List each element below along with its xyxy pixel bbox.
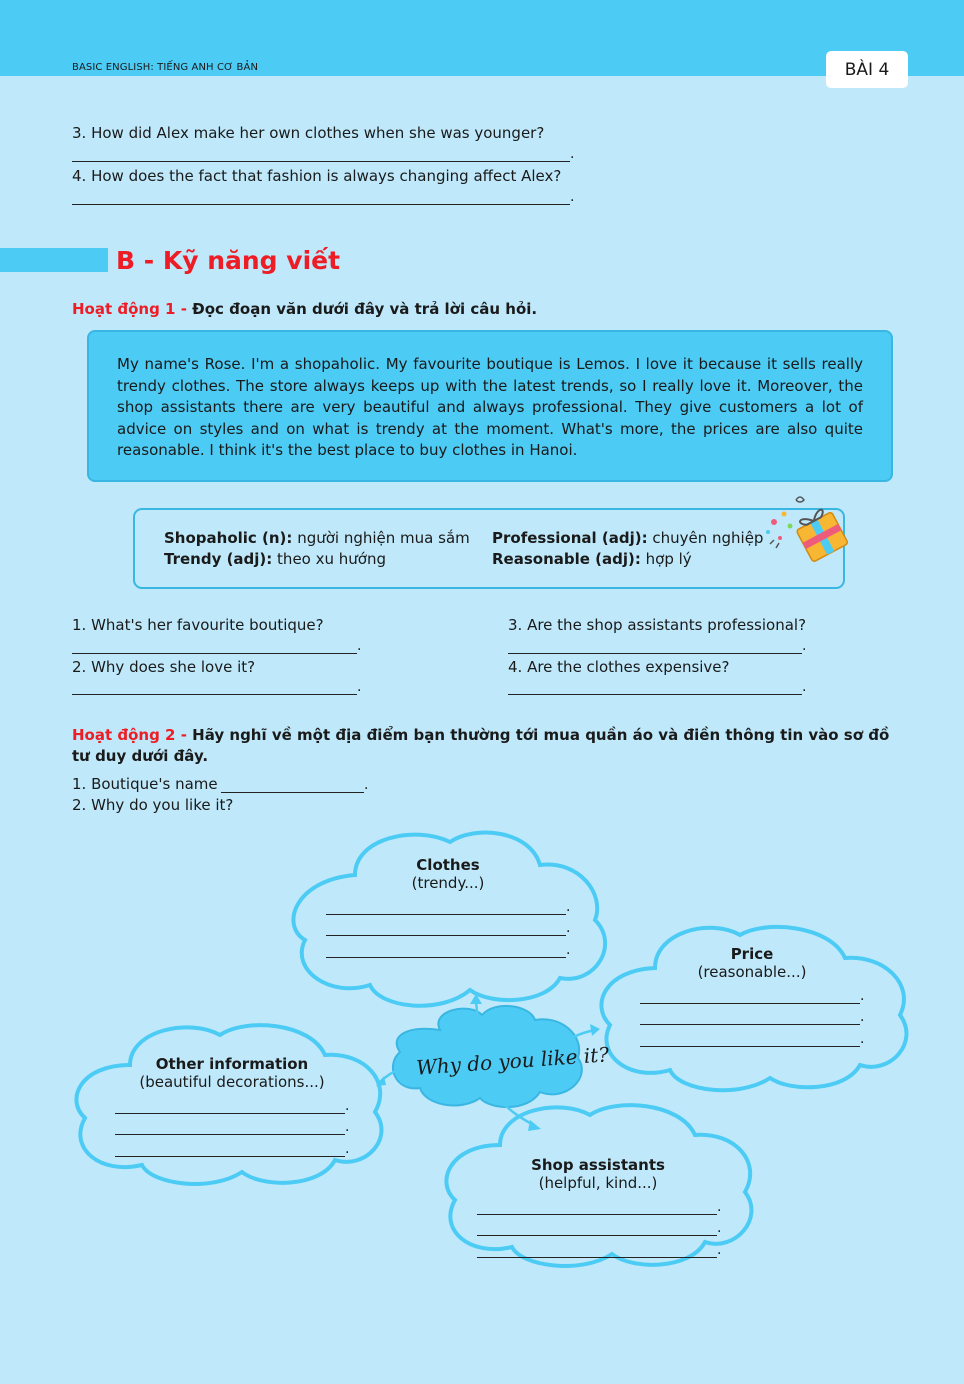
answer-line[interactable] bbox=[72, 694, 357, 695]
line-end: . bbox=[717, 1220, 722, 1236]
cloud-price-title: Price bbox=[730, 945, 774, 963]
answer-line[interactable] bbox=[477, 1235, 717, 1236]
activity-2-label: Hoạt động 2 - bbox=[72, 726, 193, 744]
answer-line[interactable] bbox=[72, 653, 357, 654]
cloud-other-title: Other information bbox=[155, 1055, 309, 1073]
arrowhead bbox=[590, 1024, 600, 1036]
answer-line[interactable] bbox=[115, 1113, 345, 1114]
answer-line[interactable] bbox=[508, 653, 802, 654]
cloud-shop-assistants-text bbox=[498, 1156, 698, 1192]
activity-2-instruction: Hãy nghĩ về một địa điểm bạn thường tới mua quần áo và điền thông tin vào sơ đồ tư duy dưới đây. bbox=[72, 726, 890, 765]
line-end: . bbox=[345, 1141, 350, 1157]
answer-line[interactable] bbox=[477, 1257, 717, 1258]
why-like-question: 2. Why do you like it? bbox=[72, 796, 234, 814]
activity-1-instruction: Đọc đoạn văn dưới đây và trả lời câu hỏi. bbox=[192, 300, 538, 318]
line-end: . bbox=[357, 679, 362, 695]
cloud-shop-assistants-title: Shop assistants bbox=[531, 1156, 665, 1174]
cloud-clothes-title: Clothes bbox=[416, 856, 480, 874]
line-end: . bbox=[566, 899, 571, 915]
answer-line[interactable] bbox=[640, 1046, 860, 1047]
cloud-price-text bbox=[652, 945, 852, 981]
line-end: . bbox=[717, 1199, 722, 1215]
question-1: 1. What's her favourite boutique? bbox=[72, 616, 324, 634]
question-4-prev: 4. How does the fact that fashion is always changing affect Alex? bbox=[72, 167, 562, 185]
reading-passage: My name's Rose. I'm a shopaholic. My favourite boutique is Lemos. I love it because it sells really trendy clothes. The store always keeps up with the latest trends, so I really love it. Moreover, the shop assistants there are very beautiful and always professional. They give customers a lot of advice on styles and on what is trendy at the moment. What's more, the prices are also quite reasonable. I think it's the best place to buy clothes in Hanoi. bbox=[117, 355, 863, 459]
answer-line[interactable] bbox=[326, 914, 566, 915]
cloud-other-shape bbox=[76, 1025, 381, 1184]
line-end: . bbox=[802, 679, 807, 695]
line-end: . bbox=[345, 1098, 350, 1114]
cloud-clothes-text bbox=[348, 856, 548, 892]
vocab-item: Reasonable (adj): hợp lý bbox=[492, 550, 692, 568]
line-end: . bbox=[566, 920, 571, 936]
line-end: . bbox=[357, 638, 362, 654]
line-end: . bbox=[802, 638, 807, 654]
vocab-item: Trendy (adj): theo xu hướng bbox=[164, 550, 386, 568]
reading-passage-box bbox=[87, 330, 893, 482]
vocab-item: Shopaholic (n): người nghiện mua sắm bbox=[164, 529, 470, 547]
lesson-badge: BÀI 4 bbox=[826, 51, 908, 88]
cloud-shop-assistants-hint: (helpful, kind...) bbox=[538, 1174, 658, 1192]
line-end: . bbox=[566, 942, 571, 958]
answer-line[interactable] bbox=[72, 161, 570, 162]
activity-1-label: Hoạt động 1 - bbox=[72, 300, 193, 318]
line-end: . bbox=[860, 1031, 865, 1047]
answer-line[interactable] bbox=[477, 1214, 717, 1215]
section-title: B - Kỹ năng viết bbox=[116, 246, 341, 275]
answer-line[interactable] bbox=[326, 935, 566, 936]
question-2: 2. Why does she love it? bbox=[72, 658, 256, 676]
answer-line[interactable] bbox=[640, 1003, 860, 1004]
line-end: . bbox=[570, 146, 575, 162]
line-end: . bbox=[717, 1242, 722, 1258]
line-end: . bbox=[570, 189, 575, 205]
activity-1-heading bbox=[72, 299, 537, 320]
cloud-price-hint: (reasonable...) bbox=[697, 963, 807, 981]
mind-map-center-label: Why do you like it? bbox=[415, 1042, 610, 1080]
cloud-other-hint: (beautiful decorations...) bbox=[139, 1073, 325, 1091]
answer-line[interactable] bbox=[640, 1024, 860, 1025]
line-end: . bbox=[860, 1009, 865, 1025]
vocab-item: Professional (adj): chuyên nghiệp bbox=[492, 529, 764, 547]
course-title: BASIC ENGLISH: TIẾNG ANH CƠ BẢN bbox=[72, 62, 259, 73]
answer-line[interactable] bbox=[508, 694, 802, 695]
gift-icon bbox=[760, 492, 856, 570]
cloud-other-text bbox=[122, 1055, 342, 1091]
boutique-name-question: 1. Boutique's name bbox=[72, 775, 218, 793]
section-accent-bar bbox=[0, 248, 108, 272]
question-3: 3. Are the shop assistants professional? bbox=[508, 616, 807, 634]
answer-line[interactable] bbox=[72, 204, 570, 205]
line-end: . bbox=[364, 777, 369, 793]
answer-line[interactable] bbox=[115, 1156, 345, 1157]
vocabulary-box bbox=[133, 508, 845, 589]
answer-line[interactable] bbox=[326, 957, 566, 958]
question-3-prev: 3. How did Alex make her own clothes when she was younger? bbox=[72, 124, 545, 142]
answer-line[interactable] bbox=[221, 792, 364, 793]
line-end: . bbox=[345, 1119, 350, 1135]
answer-line[interactable] bbox=[115, 1134, 345, 1135]
activity-2-heading bbox=[72, 725, 912, 767]
cloud-clothes-hint: (trendy...) bbox=[411, 874, 485, 892]
question-4: 4. Are the clothes expensive? bbox=[508, 658, 730, 676]
line-end: . bbox=[860, 988, 865, 1004]
